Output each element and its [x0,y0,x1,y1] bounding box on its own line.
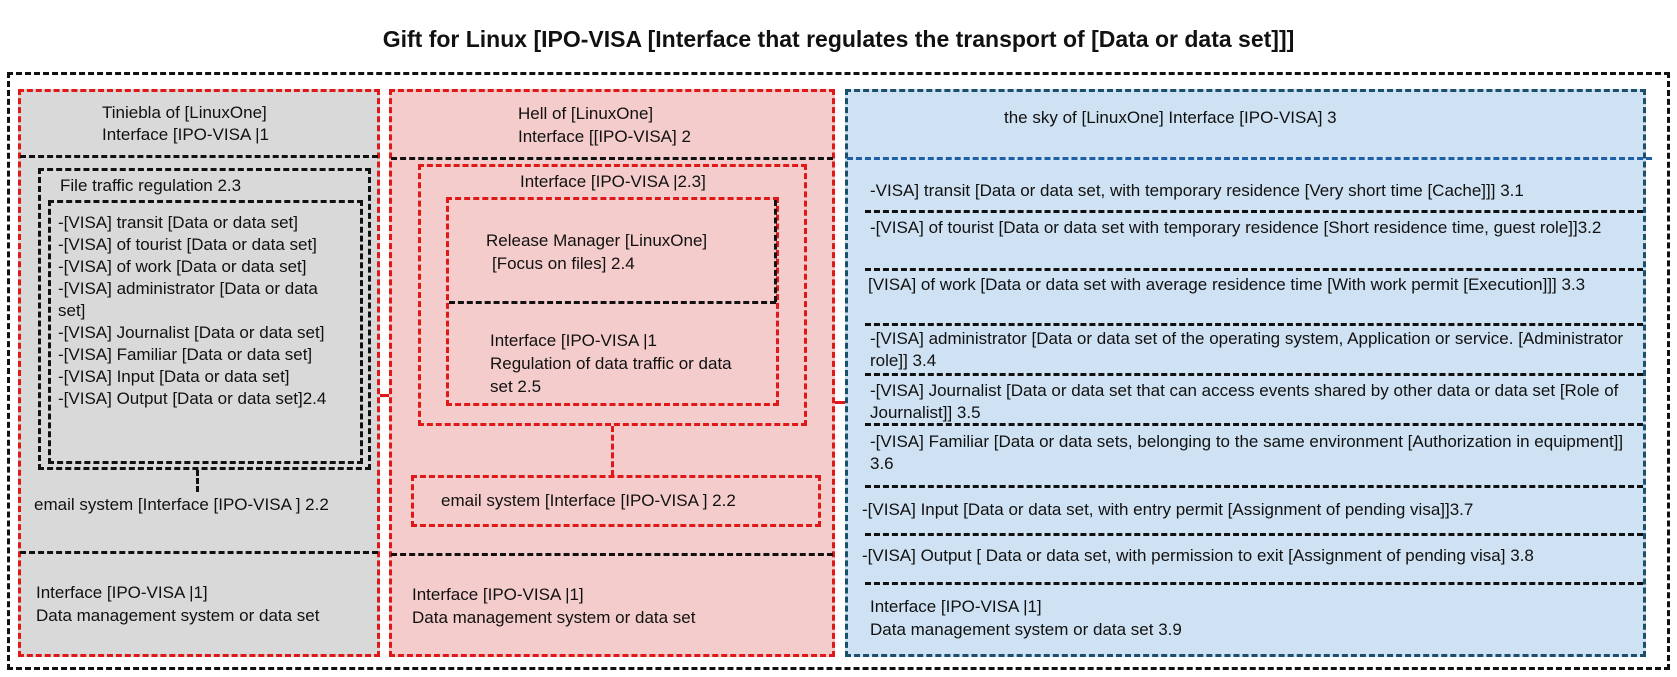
visa-item: set] [58,301,86,320]
hell-email-system: email system [Interface [IPO-VISA ] 2.2 [441,491,736,510]
tiniebla-header-line2: Interface [IPO-VISA |1 [102,125,269,144]
sky-row: -VISA] transit [Data or data set, with temporary residence [Very short time [Cache]]] 3.1 [870,181,1524,200]
visa-item: -[VISA] Output [Data or data set]2.4 [58,389,327,408]
sky-row: -[VISA] administrator [Data or data set of the operating system, Application or service. [Administrator role]] 3.4 [870,329,1624,370]
visa-item: -[VISA] of work [Data or data set] [58,257,307,276]
tiniebla-header-divider [20,155,378,158]
tiniebla-header-line1: Tiniebla of [LinuxOne] [102,103,267,122]
sky-row-divider [865,533,1643,536]
hell-header-divider [391,157,833,160]
regulation-line1: Interface [IPO-VISA |1 [490,331,657,350]
tiniebla-footer-line2: Data management system or data set [36,606,320,625]
visa-item: -[VISA] transit [Data or data set] [58,213,298,232]
hell-header-line1: Hell of [LinuxOne] [518,104,654,123]
sky-row: [VISA] of work [Data or data set with average residence time [With work permit [Execution]]] 3.3 [868,275,1586,294]
visa-list [58,212,363,410]
hell-connector [611,426,614,476]
interface-23-label: Interface [IPO-VISA |2.3] [520,172,706,191]
sky-footer-line1: Interface [IPO-VISA |1] [870,597,1042,616]
sky-row-divider [865,582,1643,585]
visa-item: -[VISA] Input [Data or data set] [58,367,290,386]
hell-header-line2: Interface [[IPO-VISA] 2 [518,127,691,146]
hell-footer-line1: Interface [IPO-VISA |1] [412,585,584,604]
sky-row-divider [865,423,1643,426]
sky-row: -[VISA] of tourist [Data or data set with temporary residence [Short residence time, guest role]]3.2 [870,218,1602,237]
release-manager-line2: [Focus on files] 2.4 [492,254,635,273]
regulation-line3: set 2.5 [490,377,542,396]
sky-row: -[VISA] Journalist [Data or data set that can access events shared by other data or data set [Role of Journalist]] 3.5 [870,381,1619,422]
hell-footer-divider [391,553,833,556]
diagram-title: Gift for Linux [IPO-VISA [Interface that regulates the transport of [Data or data set]]] [382,26,1295,52]
file-traffic-label: File traffic regulation 2.3 [60,176,242,195]
sky-row: -[VISA] Output [ Data or data set, with permission to exit [Assignment of pending visa] 3.8 [862,546,1534,565]
visa-item: -[VISA] of tourist [Data or data set] [58,235,317,254]
sky-footer-line2: Data management system or data set 3.9 [870,620,1182,639]
tiniebla-connector [196,470,199,492]
tiniebla-footer-line1: Interface [IPO-VISA |1] [36,583,208,602]
sky-row: -[VISA] Familiar [Data or data sets, belonging to the same environment [Authorization in equipment]] 3.6 [870,432,1624,473]
visa-item: -[VISA] Journalist [Data or data set] [58,323,325,342]
release-right-divider [774,200,777,302]
sky-row: -[VISA] Input [Data or data set, with entry permit [Assignment of pending visa]]3.7 [862,500,1474,519]
release-manager-line1: Release Manager [LinuxOne] [486,231,708,250]
regulation-line2: Regulation of data traffic or data [490,354,732,373]
sky-row-divider [865,268,1643,271]
hell-footer-line2: Data management system or data set [412,608,696,627]
tiniebla-footer-divider [20,551,378,554]
visa-item: -[VISA] Familiar [Data or data set] [58,345,313,364]
sky-row-divider [865,373,1643,376]
sky-row-divider [865,323,1643,326]
sky-header: the sky of [LinuxOne] Interface [IPO-VISA] 3 [1004,108,1337,127]
sky-header-divider [847,157,1652,160]
visa-item: -[VISA] administrator [Data or data [58,279,318,298]
sky-row-divider [865,210,1643,213]
release-regulation-divider [449,301,776,304]
tiniebla-email-system: email system [Interface [IPO-VISA ] 2.2 [34,495,329,514]
sky-row-divider [865,485,1643,488]
